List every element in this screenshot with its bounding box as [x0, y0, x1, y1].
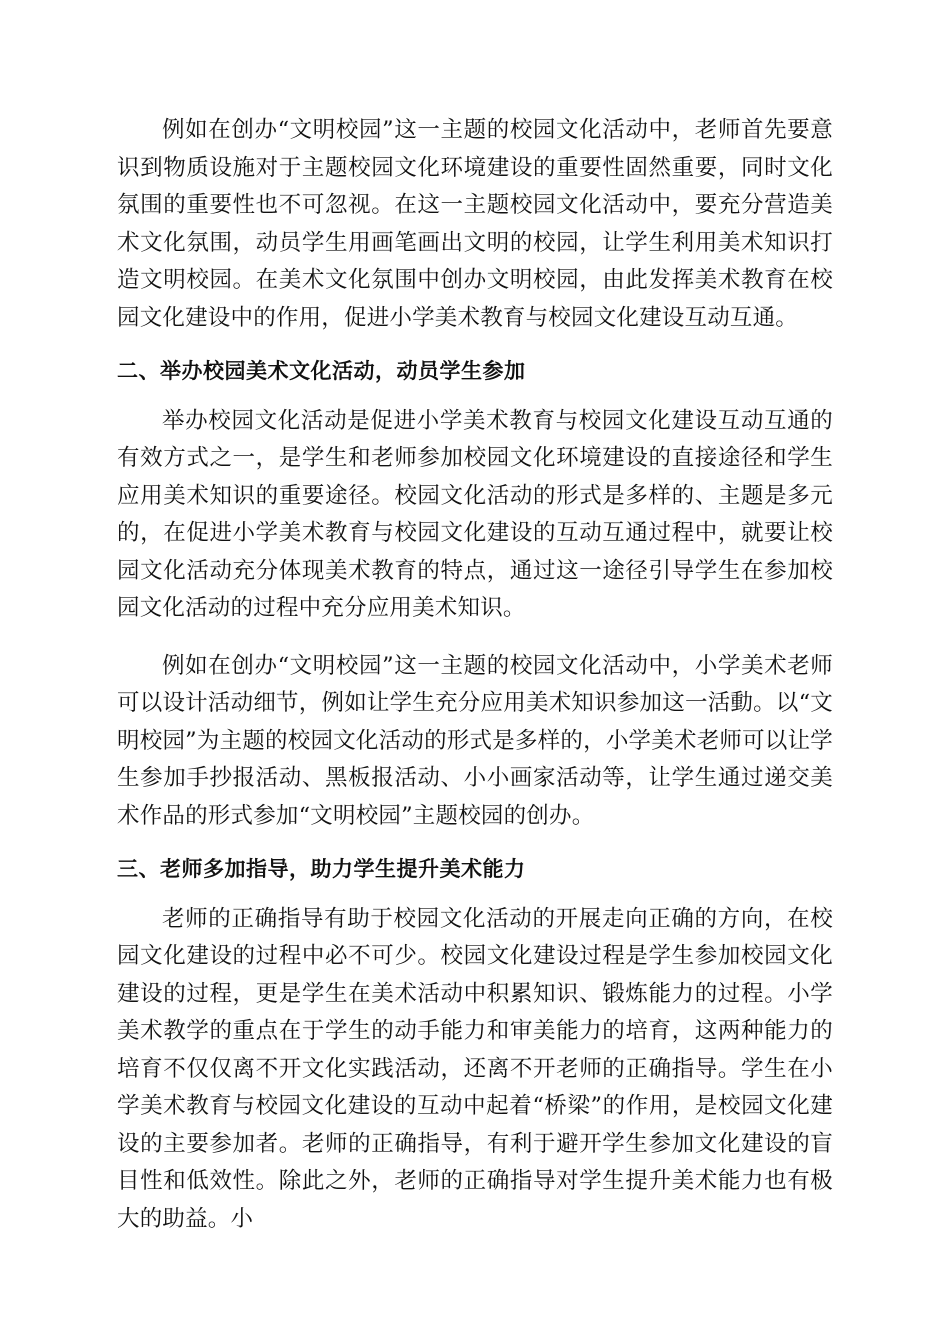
section-heading: 三、老师多加指导，助力学生提升美术能力: [117, 857, 526, 881]
body-paragraph: 老师的正确指导有助于校园文化活动的开展走向正确的方向，在校园文化建设的过程中必不可少。校园文化建设过程是学生参加校园文化建设的过程，更是学生在美术活动中积累知识、锻炼能力的过程。小学美术教学的重点在于学生的动手能力和审美能力的培育，这两种能力的培育不仅仅离不开文化实践活动，还离不开老师的正确指导。学生在小学美术教育与校园文化建设的互动中起着“桥梁”的作用，是校园文化建设的主要参加者。老师的正确指导，有利于避开学生参加文化建设的盲目性和低效性。除此之外，老师的正确指导对学生提升美术能力也有极大的助益。小: [117, 905, 833, 1232]
body-paragraph: 例如在创办“文明校园”这一主题的校园文化活动中，老师首先要意识到物质设施对于主题校园文化环境建设的重要性固然重要，同时文化氛围的重要性也不可忽视。在这一主题校园文化活动中，要充分营造美术文化氛围，动员学生用画笔画出文明的校园，让学生利用美术知识打造文明校园。在美术文化氛围中创办文明校园，由此发挥美术教育在校园文化建设中的作用，促进小学美术教育与校园文化建设互动互通。: [117, 117, 833, 331]
document-body: [117, 112, 833, 1238]
section-heading: 二、举办校园美术文化活动，动员学生参加: [117, 359, 526, 383]
body-paragraph: 举办校园文化活动是促进小学美术教育与校园文化建设互动互通的有效方式之一，是学生和老师参加校园文化环境建设的直接途径和学生应用美术知识的重要途径。校园文化活动的形式是多样的、主题是多元的，在促进小学美术教育与校园文化建设的互动互通过程中，就要让校园文化活动充分体现美术教育的特点，通过这一途径引导学生在参加校园文化活动的过程中充分应用美术知识。: [117, 407, 833, 621]
body-paragraph: 例如在创办“文明校园”这一主题的校园文化活动中，小学美术老师可以设计活动细节，例如让学生充分应用美术知识参加这一活動。以“文明校园”为主题的校园文化活动的形式是多样的，小学美术老师可以让学生参加手抄报活动、黑板报活动、小小画家活动等，让学生通过递交美术作品的形式参加“文明校园”主题校园的创办。: [117, 652, 833, 829]
